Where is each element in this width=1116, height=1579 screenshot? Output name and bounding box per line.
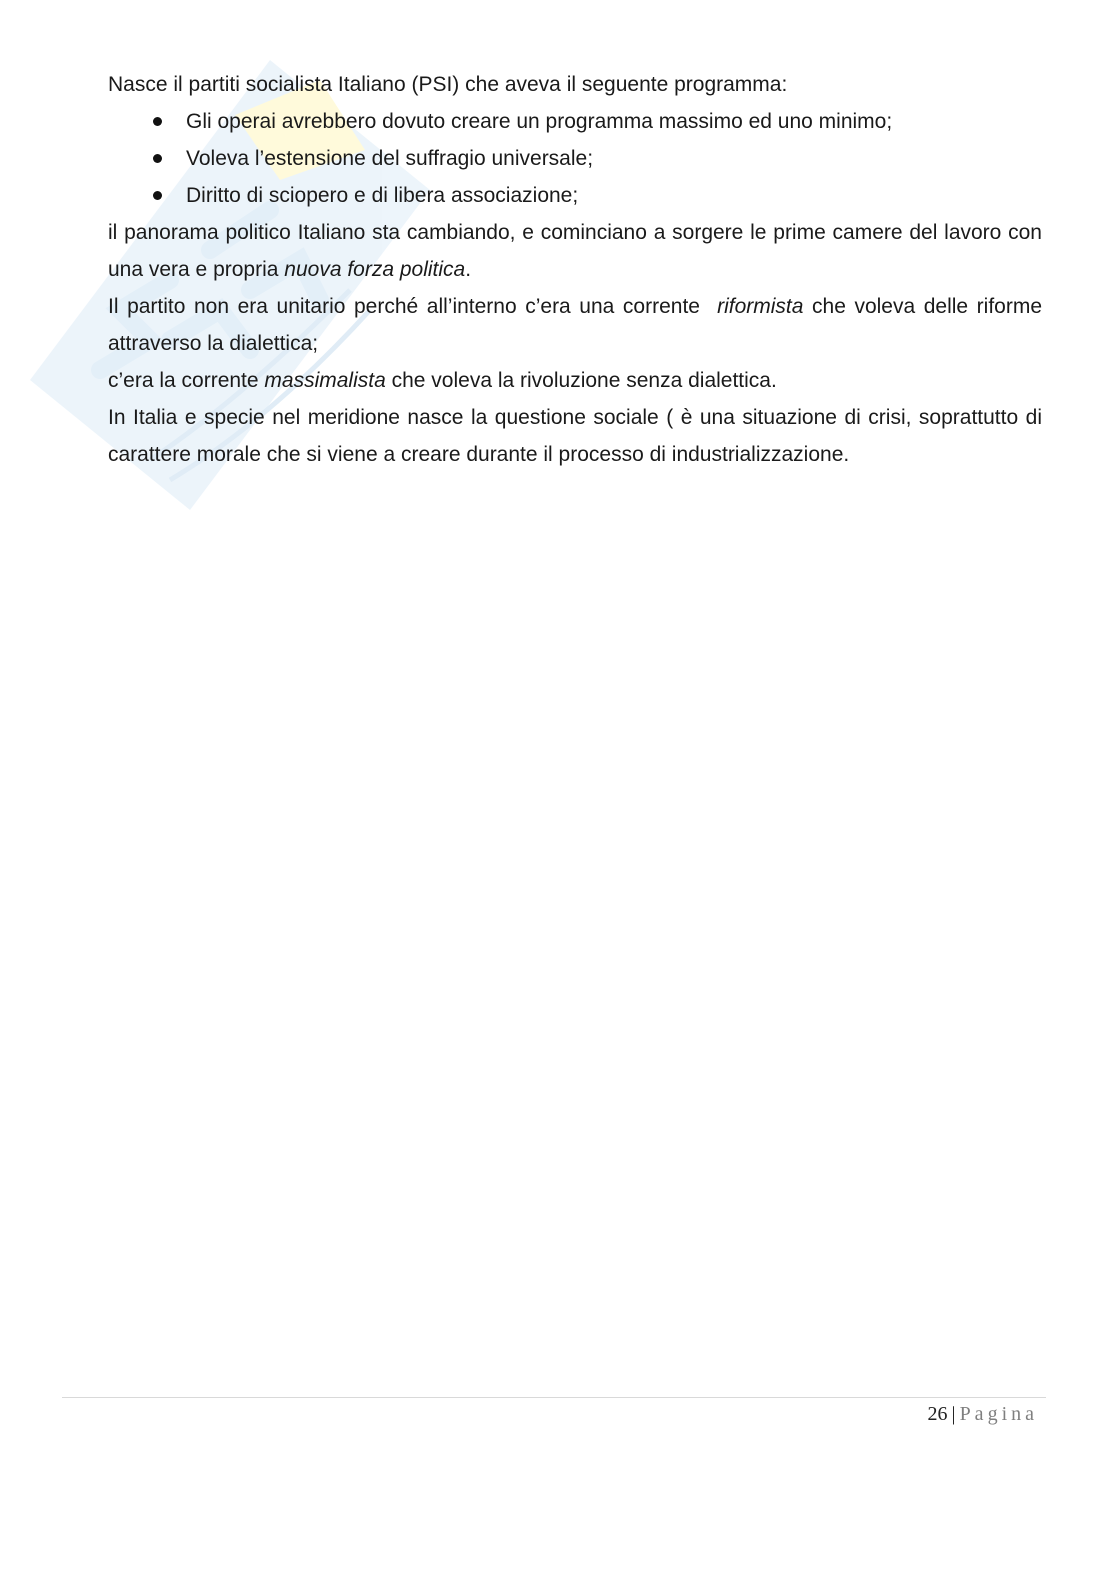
footer-divider [62, 1397, 1046, 1398]
panorama-paragraph [108, 214, 1042, 288]
italic-text: nuova forza politica [284, 258, 466, 281]
page-label: Pagina [959, 1403, 1038, 1425]
massimalista-paragraph [108, 362, 1042, 399]
riformista-paragraph [108, 288, 1042, 362]
text-span: che voleva delle riforme attraverso la dialettica; [108, 295, 1043, 355]
list-item: Voleva l’estensione del suffragio universale; [186, 140, 1042, 177]
page-body [108, 66, 1042, 473]
program-list [108, 103, 1042, 214]
italic-text: riformista [717, 295, 804, 318]
text-span: che voleva la rivoluzione senza dialettica. [385, 369, 777, 392]
list-item: Diritto di sciopero e di libera associazione; [186, 177, 1042, 214]
italic-text: massimalista [264, 369, 386, 392]
text-span: . [465, 258, 472, 281]
text-span: c’era la corrente [108, 369, 265, 392]
page-footer [928, 1400, 1038, 1428]
page-number: 26 [927, 1403, 948, 1425]
footer-separator: | [951, 1403, 956, 1425]
questione-sociale-paragraph: In Italia e specie nel meridione nasce la questione sociale ( è una situazione di crisi, soprattutto di carattere morale che si viene a creare durante il processo di industrializzazione. [108, 406, 1042, 466]
text-span: il panorama politico Italiano sta cambiando, e cominciano a sorgere le prime camere del lavoro con una vera e propria [108, 221, 1042, 281]
text-span: Il partito non era unitario perché all’interno c’era una corrente [108, 295, 718, 318]
intro-paragraph: Nasce il partiti socialista Italiano (PSI) che aveva il seguente programma: [108, 73, 788, 96]
list-item: Gli operai avrebbero dovuto creare un programma massimo ed uno minimo; [186, 103, 1042, 140]
